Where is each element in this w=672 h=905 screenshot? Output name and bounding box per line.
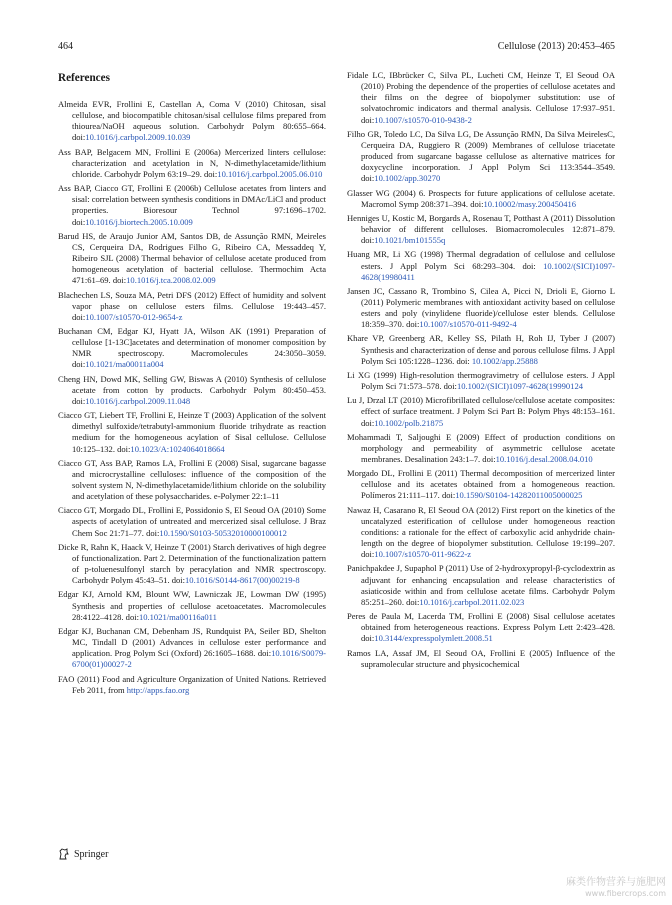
reference-text: Ramos LA, Assaf JM, El Seoud OA, Frollini E (2005) Influence of the supramolecular structure and physicochemical (347, 647, 615, 669)
doi-link[interactable]: 10.1021/bm101555q (374, 235, 446, 246)
doi-label: doi: (406, 319, 420, 330)
reference-entry (347, 563, 615, 608)
reference-text: Ciacco GT, Morgado DL, Frollini E, Possidonio S, El Seoud OA (2010) Some aspects of acetylation of untreated and mercerized sisal cellulose. J Braz Chem Soc 21:71–77. (58, 505, 326, 538)
doi-link[interactable]: 10.1002/(SICI)1097-4628(19990124 (456, 381, 583, 392)
references-heading: References (58, 72, 110, 84)
journal-citation: Cellulose (2013) 20:453–465 (497, 41, 615, 52)
doi-link[interactable]: 10.1023/A:1024064018664 (130, 443, 225, 454)
doi-label: doi: (72, 311, 86, 322)
reference-text: Li XG (1999) High-resolution thermogravimetry of cellulose esters. J Appl Polym Sci 71:573–578. (347, 369, 615, 392)
watermark (566, 877, 666, 899)
reference-text: Lu J, Drzal LT (2010) Microfibrillated cellulose/cellulose acetate composites: effect of surface treatment. J Polym Sci Part B: Polym Phys 48:153–161. (347, 395, 615, 417)
watermark-url: www.fibercrops.com (585, 889, 666, 898)
doi-label: doi: (125, 611, 139, 622)
reference-entry (58, 589, 326, 622)
doi-link[interactable]: 10.1016/j.tca.2008.02.009 (126, 275, 216, 286)
reference-entry (58, 458, 326, 503)
doi-link[interactable]: 10.1007/s10570-011-9622-z (374, 549, 472, 560)
reference-entry (347, 611, 615, 644)
doi-link[interactable]: 10.1590/S0103-50532010000100012 (159, 527, 287, 538)
reference-entry (58, 99, 326, 144)
reference-text: Almeida EVR, Frollini E, Castellan A, Coma V (2010) Chitosan, sisal cellulose, and biocompatible chitosan/sisal cellulose films prepared from thiourea/NaOH aqueous solution. Carbohydr Polym 80:655–664. (58, 99, 326, 132)
reference-entry (347, 333, 615, 366)
doi-label: doi: (72, 132, 86, 143)
reference-text: Peres de Paula M, Lacerda TM, Frollini E (2008) Sisal cellulose acetates obtained from heterogeneous reactions. Express Polym Lett 2:423–428. (347, 611, 615, 633)
doi-label: doi: (257, 648, 272, 659)
reference-entry (347, 395, 615, 428)
doi-label: doi: (204, 168, 218, 179)
doi-link[interactable]: 10.1002/(SICI)1097-4628(19980411 (361, 260, 615, 282)
reference-entry (347, 213, 615, 246)
reference-text: Ass BAP, Belgacem MN, Frollini E (2006a) Mercerized linters cellulose: characterization and acetylation in N, N-dimethylacetamide/lithium chloride. Carbohydr Polym 63:19–29. (58, 146, 326, 179)
page-footer (58, 848, 108, 860)
reference-text: Buchanan CM, Edgar KJ, Hyatt JA, Wilson AK (1991) Preparation of cellulose [1-13C]acetates and determination of monomer composition by NMR spectroscopy. Macromolecules 24:3050–3059. (58, 325, 326, 359)
doi-link[interactable]: 10.1007/s10570-012-9654-z (85, 311, 183, 322)
reference-text: Morgado DL, Frollini E (2011) Thermal decomposition of mercerized linter cellulose and its acetates obtained from a homogeneous reaction. Polímeros 21:111–117. (347, 468, 615, 501)
reference-entry (347, 286, 615, 331)
reference-text: Nawaz H, Casarano R, El Seoud OA (2012) First report on the kinetics of the uncatalyzed esterification of cellulose under homogeneous reaction conditions: a rationale for the effect of carboxylic acid anhydride chain-length on the degree of biopolymer substitution. Cellulose 19:199–207. (347, 504, 615, 549)
doi-link[interactable]: 10.1016/j.desal.2008.04.010 (495, 454, 593, 464)
reference-text: Panichpakdee J, Supaphol P (2011) Use of 2-hydroxypropyl-β-cyclodextrin as adjuvant for enhancing encapsulation and release characteristics of asiaticoside within and from cellulose acetate films. Carbohydr Polym 85:251–260. (347, 563, 615, 607)
doi-link[interactable]: 10.1016/j.carbpol.2009.10.039 (85, 132, 191, 143)
doi-label: doi: (470, 198, 484, 209)
doi-label: doi: (361, 114, 375, 125)
reference-entry (347, 505, 615, 561)
doi-link[interactable]: 10.1016/j.biortech.2005.10.009 (85, 216, 193, 227)
doi-link[interactable]: 10.1021/ma00116a011 (138, 611, 217, 622)
reference-text: Blachechen LS, Souza MA, Petri DFS (2012) Effect of humidity and solvent vapor phase on cellulose esters films. Cellulose 19:443–457. (58, 289, 326, 311)
reference-text: Jansen JC, Cassano R, Trombino S, Cilea A, Picci N, Drioli E, Giorno L (2011) Polymeric membranes with antioxidant activity based on cellulose esters and poly (vinylidene fluoride)/cellulose ester blends. Cellulose 18:359–370. (347, 285, 615, 330)
doi-link[interactable]: 10.1590/S0104-14282011005000025 (455, 490, 583, 501)
doi-link[interactable]: 10.1007/s10570-010-9438-2 (374, 114, 472, 125)
doi-link[interactable]: 10.1016/S0079-6700(01)00027-2 (72, 648, 326, 670)
reference-text: Ass BAP, Ciacco GT, Frollini E (2006b) Cellulose acetates from linters and sisal: correlation between synthesis conditions in DMAc/LiCl and product properties. Bioresour Technol 97:1696–1702. (58, 183, 326, 216)
doi-label: doi: (441, 490, 456, 501)
reference-text: Glasser WG (2004) 6. Prospects for future applications of cellulose acetate. Macromol Symp 208:371–394. (347, 187, 615, 209)
doi-label: doi: (146, 527, 160, 538)
publisher-name: Springer (74, 848, 109, 860)
doi-link[interactable]: 10.1002/app.30270 (374, 173, 441, 184)
reference-text: Cheng HN, Dowd MK, Selling GW, Biswas A (2010) Synthesis of cellulose acetate from cotton by products. Carbohydr Polym 80:450–453. (58, 373, 326, 395)
doi-link[interactable]: 10.1021/ma00011a004 (85, 359, 164, 370)
springer-horse-icon (58, 848, 70, 860)
doi-label: doi: (361, 549, 375, 560)
doi-label: doi: (361, 417, 375, 428)
doi-label: doi: (72, 359, 86, 370)
doi-label: doi: (482, 454, 496, 464)
reference-text: Dicke R, Rahn K, Haack V, Heinze T (2001) Starch derivatives of high degree of functionalization. Part 2. Determination of the functionalization pattern of p-toluenesulfonyl starch by peracylation and NMR spectroscopy. Carbohydr Polym 45:43–51. (58, 541, 326, 586)
references-column-right (347, 70, 615, 673)
doi-link[interactable]: 10.10002/masy.200450416 (483, 198, 577, 209)
reference-entry (347, 70, 615, 126)
reference-text: Ciacco GT, Liebert TF, Frollini E, Heinze T (2003) Application of the solvent dimethyl sulfoxide/tetrabutyl-ammonium fluoride trihydrate as reaction medium for the homogeneous acylation of Sisal cellulose. Cellulose 10:125–132. (58, 410, 326, 454)
doi-label: doi: (112, 275, 127, 286)
reference-text: Filho GR, Toledo LC, Da Silva LG, De Assunção RMN, Da Silva MeirelesC, Cerqueira DA, Ruggiero R (2009) Membranes of cellulose triacetate produced from sugarcane bagasse cellulose as alternative matrices for doxycycline incorporation. J Appl Polym Sci 113:3544–3549. (347, 128, 615, 173)
doi-label: doi: (171, 575, 186, 586)
doi-link[interactable]: 10.1002/polb.21875 (374, 417, 444, 428)
reference-text: FAO (2011) Food and Agriculture Organization of United Nations. Retrieved Feb 2011, from (58, 673, 326, 695)
doi-label: doi: (361, 633, 375, 644)
reference-text: Barud HS, de Araujo Junior AM, Santos DB, de Assunção RMN, Meireles CS, Cerqueira DA, Rodrigues Filho G, Ribeiro CA, Messaddeq Y, Ribeiro SJL (2008) Thermal behavior of cellulose acetate produced from homogeneous acetylation of bacterial cellulose. Thermochim Acta 471:61–69. (58, 230, 326, 286)
reference-entry (347, 648, 615, 670)
reference-entry (347, 188, 615, 210)
reference-entry (58, 290, 326, 323)
doi-link[interactable]: 10.1016/j.carbpol.2005.06.010 (217, 168, 323, 179)
reference-entry (347, 468, 615, 501)
watermark-title: 麻类作物营养与施肥网 (566, 877, 666, 888)
reference-entry (58, 183, 326, 228)
doi-link[interactable]: http://apps.fao.org (126, 684, 190, 695)
reference-entry (58, 410, 326, 455)
page-number: 464 (58, 41, 73, 52)
reference-text: Fidale LC, IBbrücker C, Silva PL, Lucheti CM, Heinze T, El Seoud OA (2010) Probing the dependence of the properties of cellulose acetates and their films on the degree of biopolymer substitution: use of solvatochromic indicators and thermal analysis. Cellulose 17:937–951. (347, 70, 615, 114)
doi-link[interactable]: 10.1002/app.25888 (471, 355, 538, 366)
reference-text: Ciacco GT, Ass BAP, Ramos LA, Frollini E (2008) Sisal, sugarcane bagasse and microcrystalline celluloses: influence of the composition of the solvent system N, N-dimethylacetamide/lithium chloride on the solubility and acetylation of these polysaccharides. e-Polymer 22:1–11 (58, 457, 326, 502)
doi-link[interactable]: 10.1016/j.carbpol.2009.11.048 (85, 395, 191, 406)
reference-text: Khare VP, Greenberg AR, Kelley SS, Pilath H, Roh IJ, Tyber J (2007) Synthesis and characterization of dense and porous cellulose films. J Appl Polym Sci 105:1228–1236. doi: (347, 333, 615, 366)
doi-label: doi: (361, 173, 375, 184)
running-header (58, 41, 615, 52)
reference-entry (58, 326, 326, 371)
doi-label: doi: (361, 235, 375, 246)
reference-text: Mohammadi T, Saljoughi E (2009) Effect of production conditions on morphology and permeability of asymmetric cellulose acetate membranes. Desalination 243:1–7. (347, 431, 615, 464)
reference-entry (347, 249, 615, 282)
reference-text: Huang MR, Li XG (1998) Thermal degradation of cellulose and cellulose esters. J Appl Polym Sci 68:293–304. doi: (347, 249, 615, 271)
reference-text: Henniges U, Kostic M, Borgards A, Rosenau T, Potthast A (2011) Dissolution behavior of different celluloses. Biomacromolecules 12:871–879. (347, 212, 615, 235)
reference-entry (347, 432, 615, 465)
reference-entry (58, 374, 326, 407)
doi-link[interactable]: 10.1007/s10570-011-9492-4 (419, 319, 517, 330)
doi-link[interactable]: 10.3144/expresspolymlett.2008.51 (374, 633, 493, 644)
reference-entry (58, 626, 326, 671)
reference-entry (58, 231, 326, 287)
doi-link[interactable]: 10.1016/S0144-8617(00)00219-8 (185, 575, 300, 586)
reference-entry (347, 370, 615, 392)
doi-label: doi: (443, 381, 457, 392)
doi-label: doi: (117, 443, 131, 454)
doi-label: doi: (406, 596, 420, 607)
doi-label: doi: (72, 216, 86, 227)
doi-link[interactable]: 10.1016/j.carbpol.2011.02.023 (419, 596, 525, 607)
reference-entry (58, 505, 326, 538)
reference-entry (58, 147, 326, 180)
reference-entry (58, 542, 326, 587)
reference-entry (58, 674, 326, 696)
reference-entry (347, 129, 615, 185)
doi-label: doi: (72, 395, 86, 406)
reference-text: Edgar KJ, Arnold KM, Blount WW, Lawniczak JE, Lowman DW (1995) Synthesis and properties of cellulose acetoacetates. Macromolecules 28:4122–4128. (58, 589, 326, 622)
references-column-left (58, 99, 326, 699)
reference-text: Edgar KJ, Buchanan CM, Debenham JS, Rundquist PA, Seiler BD, Shelton MC, Tindall D (2001) Advances in cellulose ester performance and application. Prog Polym Sci (Oxford) 26:1605–1688. (58, 625, 326, 659)
